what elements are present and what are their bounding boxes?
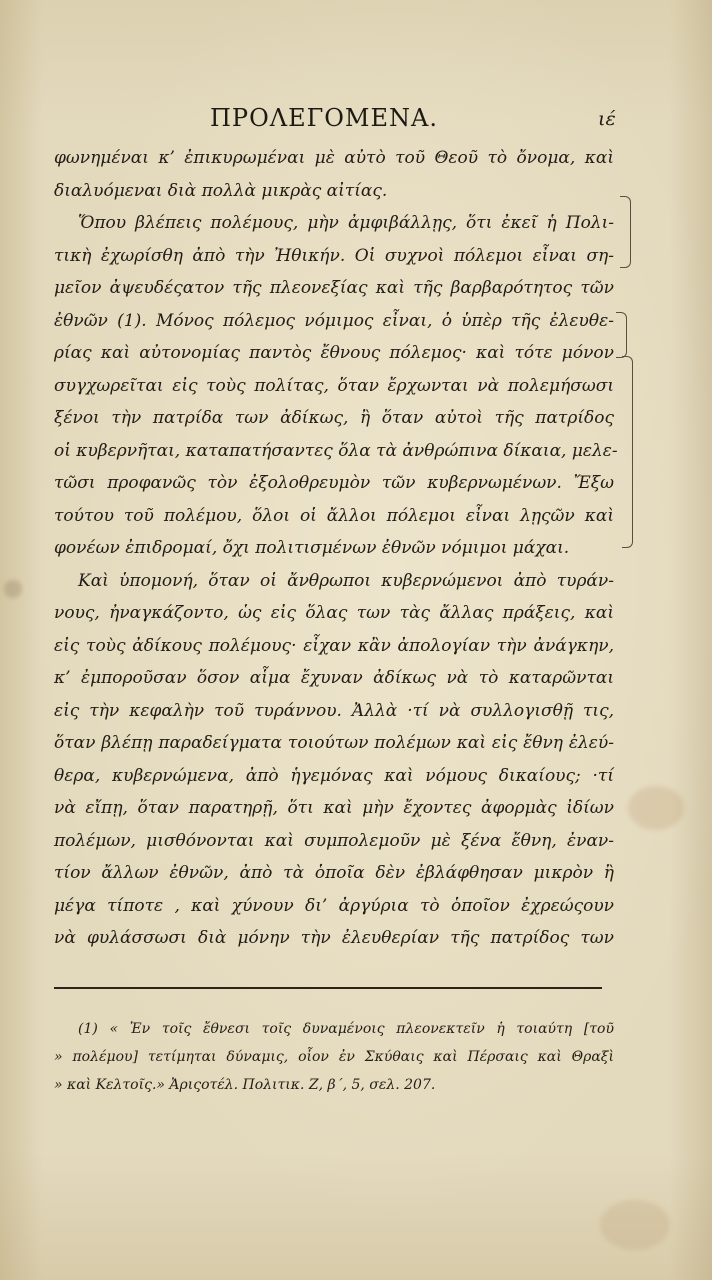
running-title: ΠΡΟΛΕΓΟΜΕΝΑ. [210, 104, 438, 132]
paper-stain [600, 1200, 670, 1250]
footnote [54, 1015, 614, 1099]
paper-stain [4, 580, 22, 598]
text-line: εἰς τὴν κεφαλὴν τοῦ τυράννου. Ἀλλὰ ·τί νὰ συλλογισθῇ τις, [54, 700, 614, 721]
text-line: τῶσι προφανῶς τὸν ἐξολοθρευμὸν τῶν κυβερνωμένων. Ἔξω [54, 473, 614, 493]
text-line: πολέμων, μισθόνονται καὶ συμπολεμοῦν μὲ ξένα ἔθνη, ἐναν- [54, 830, 614, 851]
text-line: νὰ φυλάσσωσι διὰ μόνην τὴν ἐλευθερίαν τῆς πατρίδος των [54, 928, 614, 948]
text-line: ἐθνῶν (1). Μόνος πόλεμος νόμιμος εἶναι, ὁ ὑπὲρ τῆς ἐλευθε- [54, 310, 614, 331]
text-line: ρίας καὶ αὐτονομίας παντὸς ἔθνους πόλεμος· καὶ τότε μόνον [54, 343, 614, 363]
text-line: μέγα τίποτε , καὶ χύνουν δι’ ἀργύρια τὸ ὁποῖον ἐχρεώςουν [54, 895, 614, 916]
text-line: εἰς τοὺς ἀδίκους πολέμους· εἶχαν κἂν ἀπολογίαν τὴν ἀνάγκην, [54, 635, 614, 656]
text-line: κ’ ἐμποροῦσαν ὅσον αἷμα ἔχυναν ἀδίκως νὰ τὸ καταρῶνται [54, 668, 614, 688]
text-line: θερα, κυβερνώμενα, ἀπὸ ἡγεμόνας καὶ νόμους δικαίους; ·τί [54, 765, 614, 786]
margin-bracket [616, 312, 627, 358]
page-number: ιέ [598, 108, 616, 130]
footnote-rule [54, 987, 602, 989]
text-line: Ὅπου βλέπεις πολέμους, μὴν ἀμφιβάλλῃς, ὅτι ἐκεῖ ἡ Πολι- [78, 213, 614, 233]
margin-bracket [620, 196, 631, 268]
footnote-line: » καὶ Κελτοῖς.» Ἀριςοτέλ. Πολιτικ. Ζ, β΄, 5, σελ. 207. [54, 1077, 436, 1093]
margin-bracket [622, 356, 633, 548]
text-line: μεῖον ἀψευδέςατον τῆς πλεονεξίας καὶ τῆς βαρβαρότητος τῶν [54, 278, 614, 298]
text-line: φωνημέναι κ’ ἐπικυρωμέναι μὲ αὐτὸ τοῦ Θεοῦ τὸ ὄνομα, καὶ [54, 148, 614, 168]
text-line: οἱ κυβερνῆται, καταπατήσαντες ὅλα τὰ ἀνθρώπινα δίκαια, μελε- [54, 440, 618, 461]
running-head [0, 100, 712, 140]
text-line: τικὴ ἐχωρίσθη ἀπὸ τὴν Ἠθικήν. Οἱ συχνοὶ πόλεμοι εἶναι ση- [54, 245, 614, 266]
paper-stain [628, 786, 684, 830]
footnote-line: » πολέμου] τετίμηται δύναμις, οἷον ἐν Σκύθαις καὶ Πέρσαις καὶ Θραξὶ [54, 1049, 614, 1065]
text-line: φονέων ἐπιδρομαί, ὄχι πολιτισμένων ἐθνῶν νόμιμοι μάχαι. [54, 538, 570, 558]
main-text [54, 142, 618, 955]
text-line: νους, ἠναγκάζοντο, ὡς εἰς ὅλας των τὰς ἄλλας πράξεις, καὶ [54, 603, 614, 623]
text-line: ὅταν βλέπῃ παραδείγματα τοιούτων πολέμων καὶ εἰς ἔθνη ἐλεύ- [54, 733, 614, 753]
text-line: ξένοι τὴν πατρίδα των ἀδίκως, ἢ ὅταν αὐτοὶ τῆς πατρίδος [54, 408, 614, 428]
text-line: Καὶ ὑπομονή, ὅταν οἱ ἄνθρωποι κυβερνώμενοι ἀπὸ τυράν- [78, 570, 614, 591]
text-line: συγχωρεῖται εἰς τοὺς πολίτας, ὅταν ἔρχωνται νὰ πολεμήσωσι [54, 375, 614, 396]
text-line: τούτου τοῦ πολέμου, ὅλοι οἱ ἄλλοι πόλεμοι εἶναι λῃςῶν καὶ [54, 505, 614, 526]
text-line: νὰ εἴπῃ, ὅταν παρατηρῇ, ὅτι καὶ μὴν ἔχοντες ἀφορμὰς ἰδίων [54, 798, 614, 818]
footnote-line: (1) « Ἐν τοῖς ἔθνεσι τοῖς δυναμένοις πλεονεκτεῖν ἡ τοιαύτη [τοῦ [78, 1021, 614, 1037]
text-line: διαλυόμεναι διὰ πολλὰ μικρὰς αἰτίας. [54, 180, 388, 201]
text-line: τίον ἄλλων ἐθνῶν, ἀπὸ τὰ ὁποῖα δὲν ἐβλάφθησαν μικρὸν ἢ [54, 863, 614, 883]
